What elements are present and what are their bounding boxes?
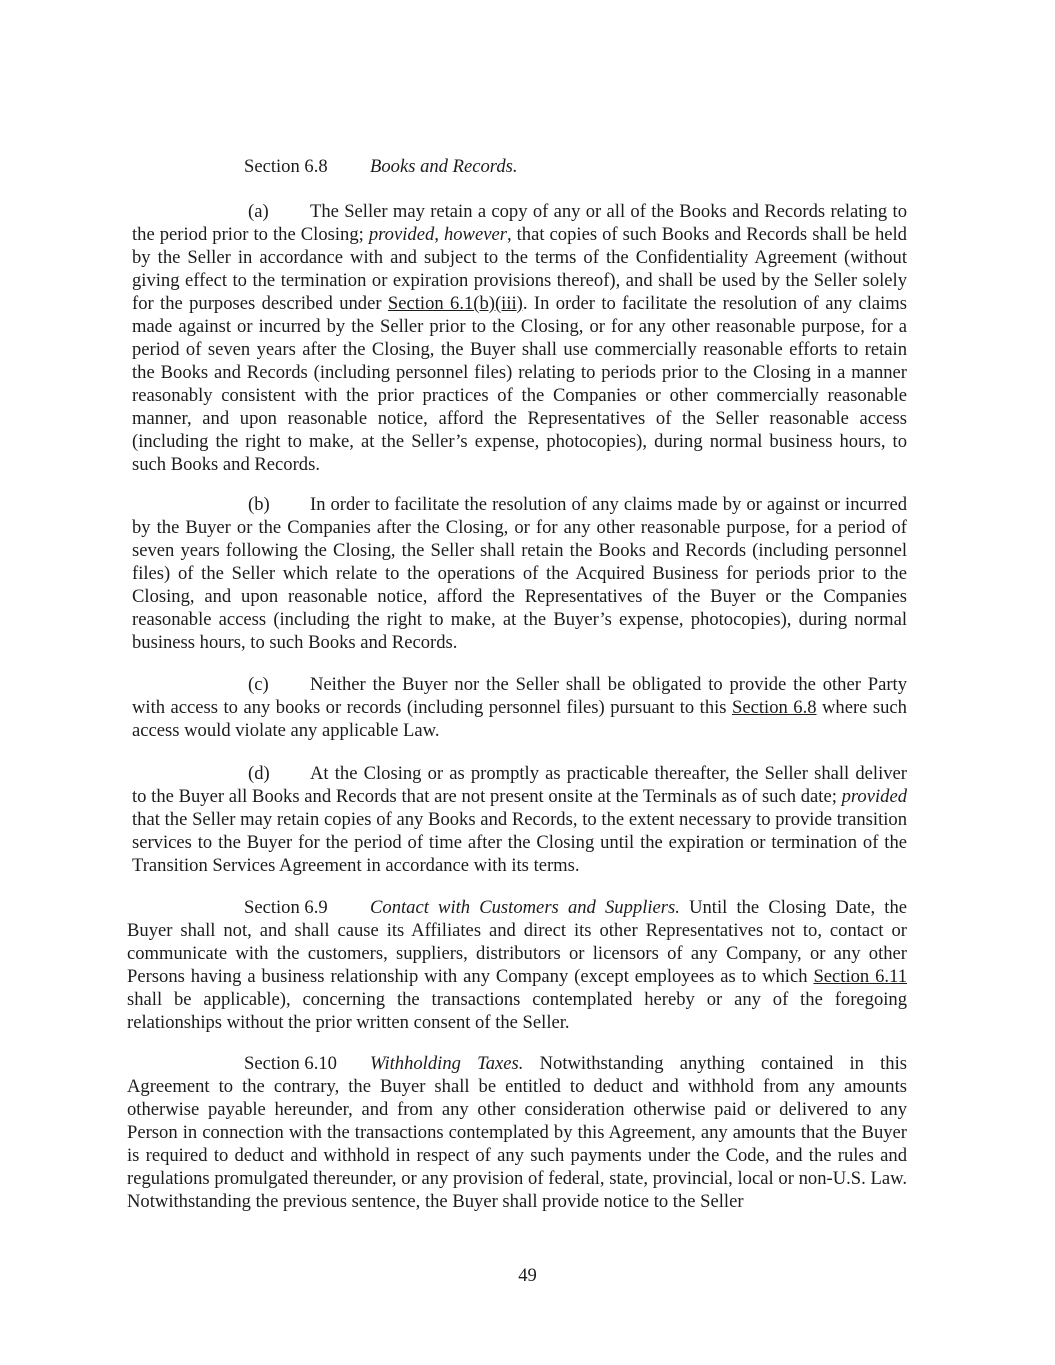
section-number: Section 6.9	[244, 897, 328, 918]
paragraph-6-8-d: (d) At the Closing or as promptly as practicable thereafter, the Seller shall deliver to the Buyer all Books and Records that are not present onsite at the Terminals as of such date; provided that the Seller may retain copies of any Books and Records, to the extent necessary to provide transition services to the Buyer for the period of time after the Closing until the expiration or termination of the Transition Services Agreement in accordance with its terms.	[132, 763, 907, 876]
section-6-8-heading	[244, 155, 518, 179]
section-6-9: Section 6.9 Contact with Customers and Suppliers. Until the Closing Date, the Buyer shall not, and shall cause its Affiliates and direct its other Representatives not to, contact or communicate with the customers, suppliers, distributors or licensors of any Company, or any other Persons having a business relationship with any Company (except employees as to which Section 6.11 shall be applicable), concerning the transactions contemplated hereby or any of the foregoing relationships without the prior written consent of the Seller.	[127, 897, 907, 1033]
paragraph-6-8-b: (b) In order to facilitate the resolution of any claims made by or against or incurred by the Buyer or the Companies after the Closing, or for any other reasonable purpose, for a period of seven years following the Closing, the Seller shall retain the Books and Records (including personnel files) of the Seller which relate to the operations of the Acquired Business for periods prior to the Closing, and upon reasonable notice, afford the Representatives of the Buyer or the Companies reasonable access (including the right to make, at the Buyer’s expense, photocopies), during normal business hours, to such Books and Records.	[132, 494, 907, 653]
section-6-10: Section 6.10 Withholding Taxes. Notwithstanding anything contained in this Agreement to the contrary, the Buyer shall be entitled to deduct and withhold from any amounts otherwise payable hereunder, and from any other consideration otherwise paid or delivered to any Person in connection with the transactions contemplated by this Agreement, any amounts that the Buyer is required to deduct and withhold in respect of any such payments under the Code, and the rules and regulations promulgated thereunder, or any provision of federal, state, provincial, local or non-U.S. Law. Notwithstanding the previous sentence, the Buyer shall provide notice to the Seller	[127, 1053, 907, 1212]
paragraph-6-8-a: (a) The Seller may retain a copy of any or all of the Books and Records relating to the period prior to the Closing; provided, however, that copies of such Books and Records shall be held by the Seller in accordance with and subject to the terms of the Confidentiality Agreement (without giving effect to the termination or expiration provisions thereof), and shall be used by the Seller solely for the purposes described under Section 6.1(b)(iii). In order to facilitate the resolution of any claims made against or incurred by the Seller prior to the Closing, or for any other reasonable purpose, for a period of seven years after the Closing, the Buyer shall use commercially reasonable efforts to retain the Books and Records (including personnel files) relating to periods prior to the Closing in a manner reasonably consistent with the prior practices of the Companies or other commercially reasonable manner, and upon reasonable notice, afford the Representatives of the Seller reasonable access (including the right to make, at the Seller’s expense, photocopies), during normal business hours, to such Books and Records.	[132, 201, 907, 475]
paragraph-6-8-c: (c) Neither the Buyer nor the Seller shall be obligated to provide the other Party with access to any books or records (including personnel files) pursuant to this Section 6.8 where such access would violate any applicable Law.	[132, 674, 907, 741]
section-title: Books and Records.	[370, 156, 518, 177]
cross-reference: Section 6.11	[813, 966, 907, 987]
paragraph-label: (a)	[248, 201, 269, 222]
cross-reference: Section 6.1(b)(iii)	[387, 293, 523, 314]
paragraph-label: (c)	[248, 674, 269, 695]
section-number: Section 6.10	[244, 1053, 337, 1074]
section-number: Section 6.8	[244, 156, 328, 177]
section-title: Withholding Taxes.	[370, 1053, 524, 1074]
page-number: 49	[518, 1265, 537, 1286]
cross-reference: Section 6.8	[732, 697, 817, 718]
paragraph-label: (d)	[248, 763, 270, 784]
section-title: Contact with Customers and Suppliers.	[370, 897, 680, 918]
paragraph-label: (b)	[248, 494, 270, 515]
